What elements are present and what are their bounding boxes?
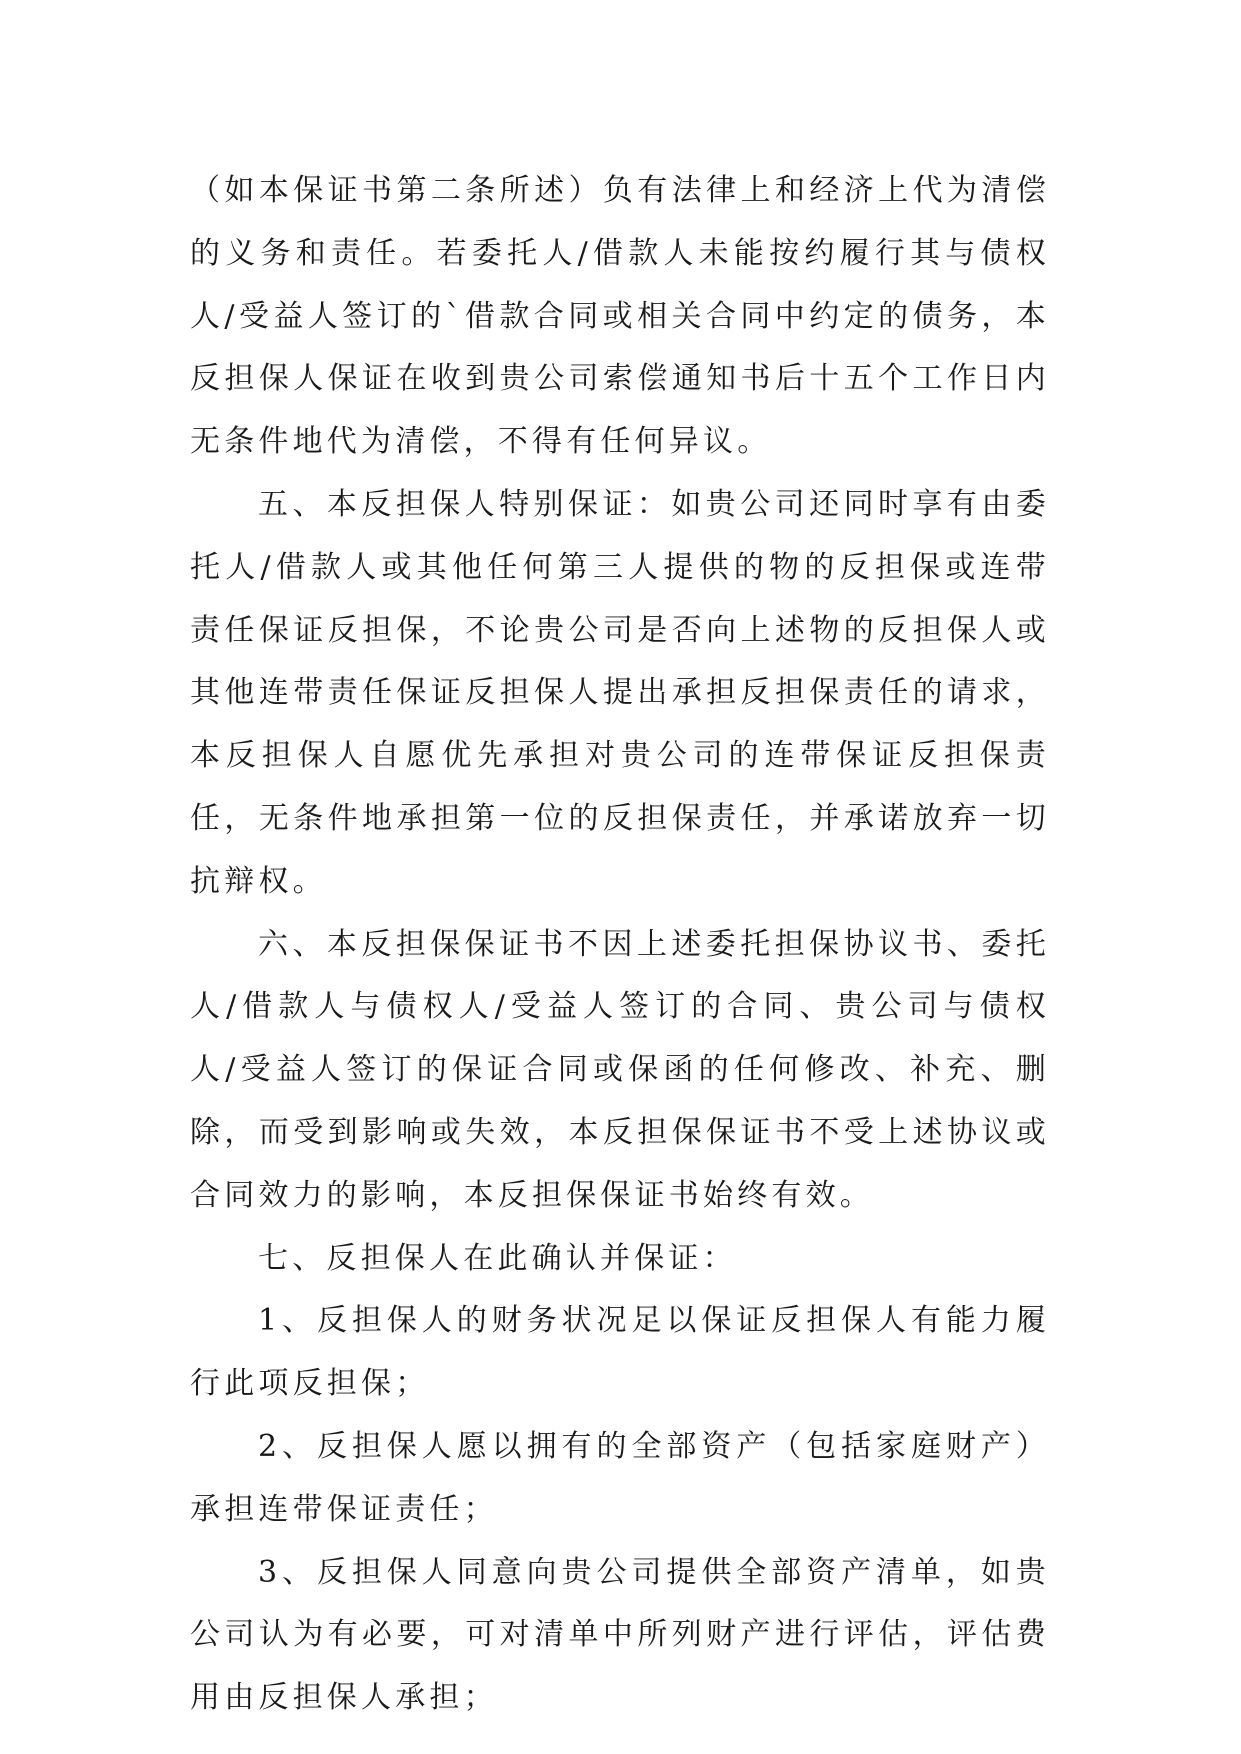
paragraph-continuation: （如本保证书第二条所述）负有法律上和经济上代为清偿的义务和责任。若委托人/借款人未能按约履行其与债权人/受益人签订的`借款合同或相关合同中约定的债务，本反担保人保证在收到贵公司索偿通知书后十五个工作日内无条件地代为清偿，不得有任何异议。 (190, 173, 1050, 460)
paragraph-clause-7-item-2: 2、反担保人愿以拥有的全部资产（包括家庭财产）承担连带保证责任； (190, 1428, 1050, 1527)
paragraph-clause-6: 六、本反担保保证书不因上述委托担保协议书、委托人/借款人与债权人/受益人签订的合同、贵公司与债权人/受益人签订的保证合同或保函的任何修改、补充、删除，而受到影响或失效，本反担保保证书不受上述协议或合同效力的影响，本反担保保证书始终有效。 (190, 926, 1050, 1213)
paragraph-clause-7-item-3: 3、反担保人同意向贵公司提供全部资产清单，如贵公司认为有必要，可对清单中所列财产进行评估，评估费用由反担保人承担； (190, 1554, 1050, 1716)
document-page (190, 160, 1050, 1730)
paragraph-clause-7-item-1: 1、反担保人的财务状况足以保证反担保人有能力履行此项反担保； (190, 1303, 1050, 1402)
paragraph-clause-7: 七、反担保人在此确认并保证： (258, 1240, 737, 1276)
paragraph-clause-5: 五、本反担保人特别保证：如贵公司还同时享有由委托人/借款人或其他任何第三人提供的物的反担保或连带责任保证反担保，不论贵公司是否向上述物的反担保人或其他连带责任保证反担保人提出承担反担保责任的请求，本反担保人自愿优先承担对贵公司的连带保证反担保责任，无条件地承担第一位的反担保责任，并承诺放弃一切抗辩权。 (190, 486, 1050, 899)
